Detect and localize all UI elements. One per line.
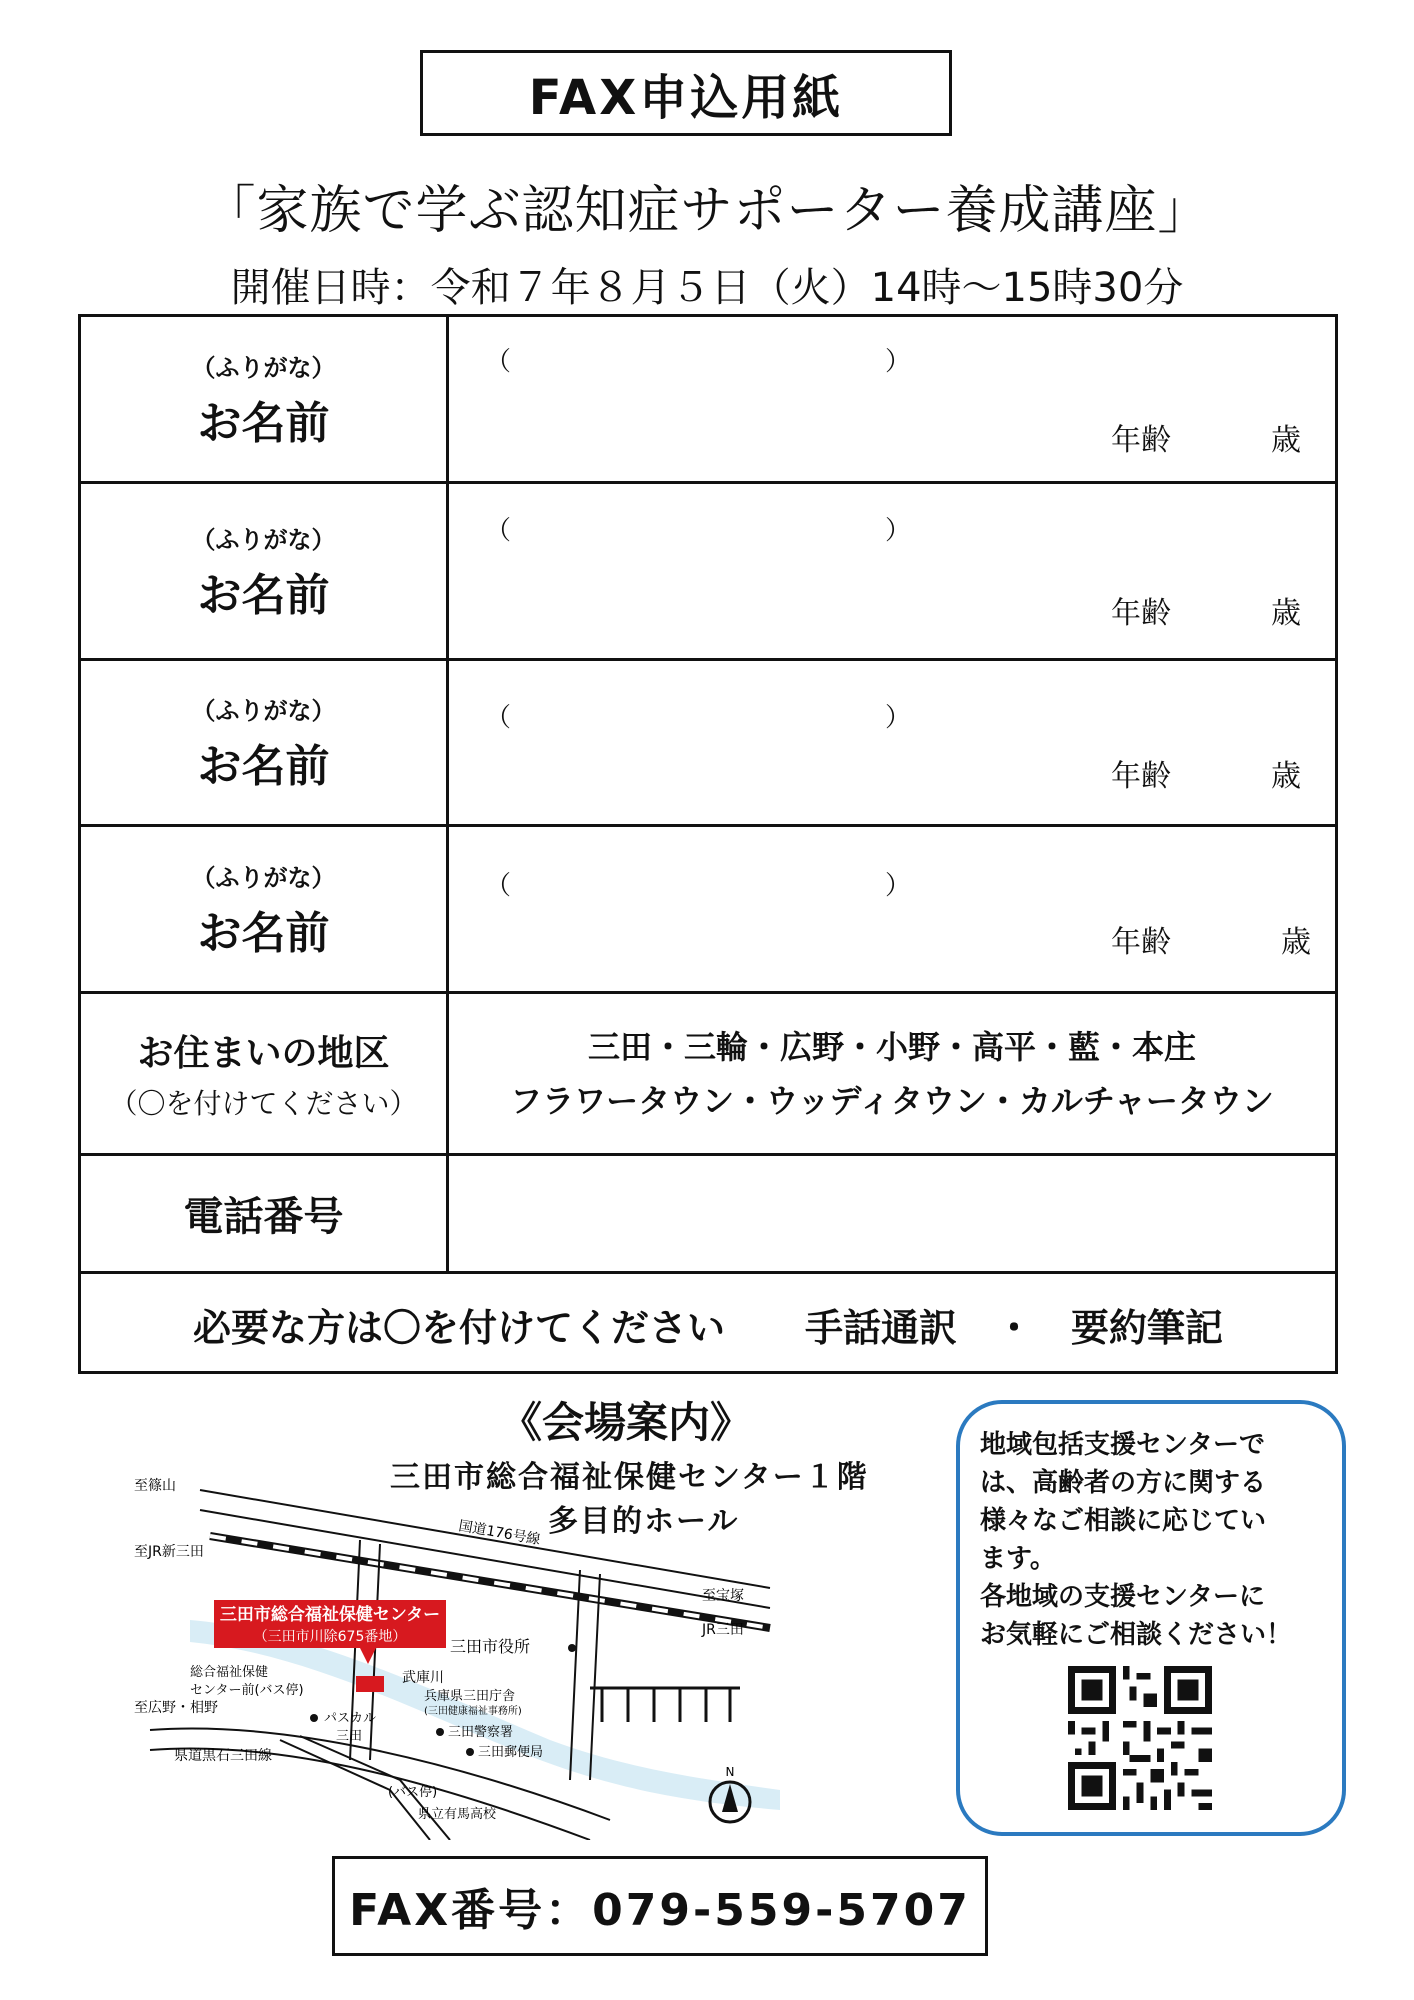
furigana-paren-close: ） (885, 871, 912, 901)
name-input-area[interactable] (461, 484, 1335, 658)
pascal-dot-icon (310, 1714, 318, 1722)
venue-map (130, 1460, 790, 1840)
venue-heading: 《会場案内》 (500, 1398, 753, 1447)
phone-label-cell (81, 1156, 449, 1271)
age-unit: 歳 (1271, 423, 1301, 458)
map-label-pascal-sub: 三田 (336, 1729, 363, 1744)
age-label: 年齢 (1111, 596, 1171, 631)
age-unit: 歳 (1281, 925, 1311, 960)
map-label-kurosaki: 県道黒石三田線 (174, 1748, 272, 1764)
phone-label: 電話番号 (183, 1194, 344, 1240)
district-label-cell (81, 994, 449, 1153)
info-box (956, 1400, 1346, 1836)
needs-prompt: 必要な方は〇を付けてください (192, 1305, 725, 1350)
age-unit: 歳 (1271, 596, 1301, 631)
map-label-takarazuka: 至宝塚 (702, 1588, 744, 1604)
name-input-area[interactable] (461, 661, 1335, 824)
district-options[interactable] (449, 994, 1335, 1153)
map-label-police: 三田警察署 (448, 1725, 514, 1740)
name-label-cell (81, 661, 449, 824)
center-building (356, 1676, 384, 1692)
venue-name: 三田市総合福祉保健センター１階 (390, 1460, 869, 1495)
age-label: 年齢 (1111, 759, 1171, 794)
furigana-paren-open: （ (485, 871, 512, 901)
age-label: 年齢 (1111, 423, 1171, 458)
phone-row (81, 1156, 1335, 1274)
name-label-cell (81, 827, 449, 991)
needs-options[interactable]: 手話通訳 ・ 要約筆記 (805, 1305, 1224, 1350)
map-label-pref-office-sub: (三田健康福祉事務所) (424, 1706, 522, 1717)
center-callout-name: 三田市総合福祉保健センター (219, 1605, 441, 1625)
name-label: お名前 (197, 397, 330, 449)
furigana-label: （ふりがな） (191, 863, 336, 892)
name-row (81, 827, 1335, 994)
map-label-arima-high: 県立有馬高校 (418, 1807, 497, 1822)
needs-row (81, 1274, 1335, 1374)
bridge (590, 1688, 740, 1722)
name-label: お名前 (197, 907, 330, 959)
furigana-paren-close: ） (885, 516, 912, 546)
furigana-paren-open: （ (485, 703, 512, 733)
page-title: FAX申込用紙 (528, 69, 844, 126)
map-label-hirono: 至広野・相野 (134, 1700, 218, 1716)
name-label-cell (81, 317, 449, 481)
district-row (81, 994, 1335, 1156)
age-label: 年齢 (1111, 925, 1171, 960)
needs-content (81, 1274, 1335, 1374)
district-options-line1[interactable]: 三田・三輪・広野・小野・高平・藍・本庄 (587, 1027, 1196, 1066)
fax-number: FAX番号：079-559-5707 (349, 1885, 971, 1936)
name-input-area[interactable] (461, 827, 1335, 991)
map-label-route-176: 国道176号線 (457, 1518, 542, 1549)
venue-hall: 多目的ホール (548, 1504, 740, 1539)
police-dot-icon (436, 1728, 444, 1736)
map-label-bus-stop: (バス停) (388, 1785, 438, 1800)
furigana-label: （ふりがな） (191, 697, 336, 725)
furigana-paren-open: （ (485, 347, 512, 377)
name-label: お名前 (197, 569, 330, 621)
furigana-label: （ふりがな） (191, 353, 336, 382)
info-text: 地域包括支援センターで は、高齢者の方に関する 様々なご相談に応じてい ます。 各地域の支援センターに お気軽にご相談ください！ (980, 1430, 1293, 1650)
district-label: お住まいの地区 (137, 1033, 390, 1074)
district-options-line2[interactable]: フラワータウン・ウッディタウン・カルチャータウン (510, 1081, 1274, 1120)
qr-code-icon[interactable] (1068, 1666, 1212, 1810)
map-label-city-hall: 三田市役所 (450, 1637, 531, 1656)
event-date: 開催日時：令和７年８月５日（火）14時～15時30分 (230, 265, 1184, 311)
map-label-jr-shinsanda: 至JR新三田 (134, 1544, 204, 1560)
center-callout-address: （三田市川除675番地） (253, 1629, 407, 1645)
course-title: 「家族で学ぶ認知症サポーター養成講座」 (203, 181, 1211, 241)
map-label-jr-sanda: JR三田 (702, 1622, 744, 1638)
furigana-paren-open: （ (485, 516, 512, 546)
map-label-sasayama: 至篠山 (134, 1478, 176, 1494)
furigana-paren-close: ） (885, 703, 912, 733)
furigana-label: （ふりがな） (191, 525, 336, 554)
name-row (81, 317, 1335, 484)
map-label-north: N (725, 1765, 735, 1779)
map-label-mukogawa: 武庫川 (402, 1670, 444, 1686)
map-label-pascal: パスカル (324, 1711, 377, 1726)
name-label: お名前 (197, 741, 330, 792)
age-unit: 歳 (1271, 759, 1301, 794)
map-label-post-office: 三田郵便局 (478, 1745, 544, 1760)
city-hall-dot-icon (568, 1644, 576, 1652)
map-label-bus-stop-1: 総合福祉保健 (190, 1665, 269, 1680)
district-note: （〇を付けてください） (109, 1087, 418, 1120)
fax-number-box (332, 1856, 988, 1956)
name-row (81, 484, 1335, 661)
name-label-cell (81, 484, 449, 658)
furigana-paren-close: ） (885, 347, 912, 377)
post-office-dot-icon (466, 1748, 474, 1756)
route-176-road (200, 1490, 770, 1588)
name-input-area[interactable] (461, 317, 1335, 481)
application-form (78, 314, 1338, 1374)
phone-input-area[interactable] (449, 1156, 1335, 1271)
map-label-pref-office: 兵庫県三田庁舎 (424, 1689, 516, 1704)
title-box (420, 50, 952, 136)
name-row (81, 661, 1335, 827)
map-label-bus-stop-2: センター前(バス停) (190, 1683, 304, 1698)
